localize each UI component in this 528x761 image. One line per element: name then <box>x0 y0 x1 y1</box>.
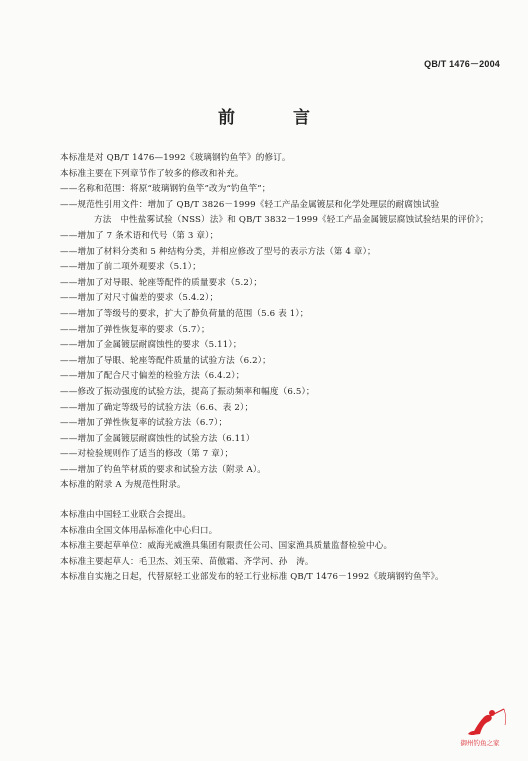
preface-line: ——增加了金属镀层耐腐蚀性的试验方法（6.11） <box>60 433 255 444</box>
publication-line: 本标准主要起草单位：威海光威渔具集团有限责任公司、国家渔具质量监督检验中心。 <box>60 541 393 552</box>
preface-body <box>60 151 500 494</box>
preface-line: ——增加了弹性恢复率的要求（5.7）； <box>60 324 210 335</box>
preface-line: ——增加了配合尺寸偏差的检验方法（6.4.2）； <box>60 371 245 382</box>
watermark-text: 御州钓鱼之家 <box>460 739 500 747</box>
preface-line: ——增加了等级号的要求，扩大了静负荷量的范围（5.6 表 1）； <box>60 308 309 319</box>
preface-line: ——增加了金属镀层耐腐蚀性的要求（5.11）； <box>60 340 242 351</box>
watermark-logo <box>450 707 510 747</box>
preface-line: ——增加了确定等级号的试验方法（6.6、表 2）； <box>60 402 254 413</box>
standard-number: QB/T 1476－2004 <box>424 59 500 69</box>
preface-line: 本标准主要在下列章节作了较多的修改和补充。 <box>60 168 244 179</box>
publication-line: 本标准由中国轻工业联合会提出。 <box>60 510 192 520</box>
preface-line: 本标准的附录 A 为规范性附录。 <box>60 480 186 491</box>
preface-line: 方法 中性盐雾试验（NSS）法》和 QB/T 3832－1999《轻工产品金属镀层腐蚀试验结果的评价》； <box>94 215 489 226</box>
preface-line: ——修改了振动强度的试验方法，提高了振动频率和幅度（6.5）； <box>60 386 315 397</box>
preface-line: ——增加了弹性恢复率的试验方法（6.7）； <box>60 418 228 429</box>
preface-line: ——对检验规则作了适当的修改（第 7 章）； <box>60 449 234 460</box>
publication-line: 本标准自实施之日起，代替原轻工业部发布的轻工行业标准 QB/T 1476－1992《玻璃钢钓鱼竿》。 <box>60 572 444 583</box>
angler-silhouette-icon <box>450 707 510 739</box>
publication-line: 本标准主要起草人：毛卫杰、刘玉荣、苗傲霜、齐学河、孙 涛。 <box>60 556 314 567</box>
publication-line: 本标准由全国文体用品标准化中心归口。 <box>60 525 218 536</box>
preface-line: ——增加了导眼、轮座等配件质量的试验方法（6.2）； <box>60 355 271 366</box>
preface-line: ——增加了 7 条术语和代号（第 3 章）； <box>60 230 219 241</box>
publication-info <box>60 508 500 586</box>
preface-line: 本标准是对 QB/T 1476—1992《玻璃钢钓鱼竿》的修订。 <box>60 153 291 163</box>
preface-line: ——规范性引用文件：增加了 QB/T 3826－1999《轻工产品金属镀层和化学处理层的耐腐蚀试验 <box>60 199 440 210</box>
preface-line: ——增加了钓鱼竿材质的要求和试验方法（附录 A）。 <box>60 464 267 475</box>
preface-line: ——增加了前二项外观要求（5.1）； <box>60 262 201 273</box>
preface-line: ——增加了材料分类和 5 种结构分类，并相应修改了型号的表示方法（第 4 章）； <box>60 246 376 257</box>
preface-line: ——增加了对导眼、轮座等配件的质量要求（5.2）； <box>60 277 263 288</box>
preface-line: ——名称和范围：将原“玻璃钢钓鱼竿”改为“钓鱼竿”； <box>60 184 271 195</box>
preface-line: ——增加了对尺寸偏差的要求（5.4.2）； <box>60 293 219 304</box>
page-title: 前 言 <box>218 108 336 128</box>
